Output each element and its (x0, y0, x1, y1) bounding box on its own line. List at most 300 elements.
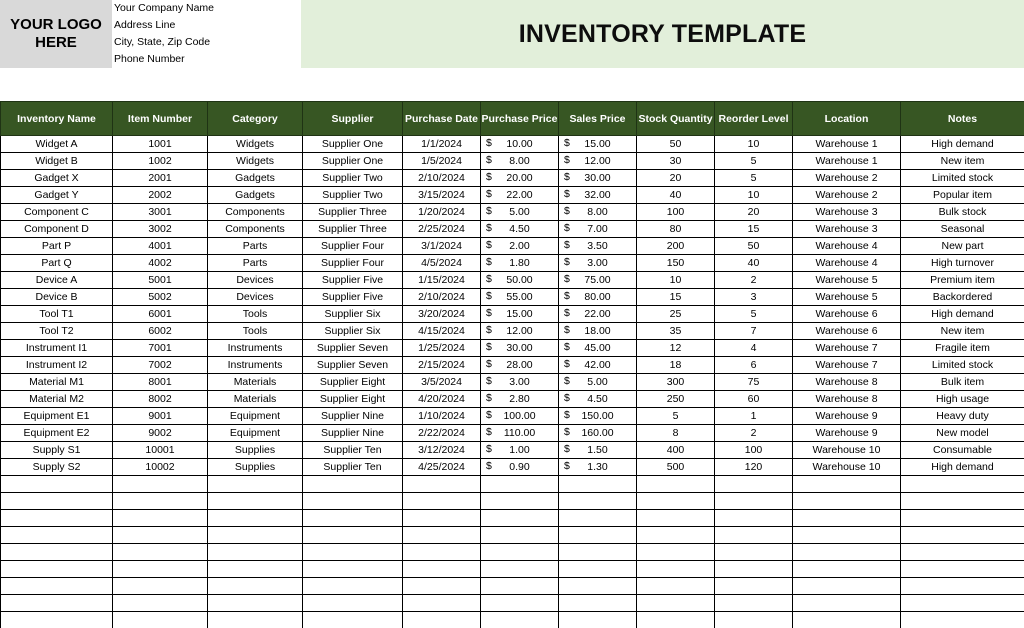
table-cell[interactable]: 100 (715, 442, 793, 459)
table-cell[interactable]: 3 (715, 289, 793, 306)
table-cell[interactable]: 4002 (113, 255, 208, 272)
table-cell[interactable]: New item (901, 323, 1024, 340)
purchase-price-cell[interactable] (481, 391, 559, 408)
column-header[interactable]: Sales Price (559, 102, 637, 136)
table-cell[interactable]: 20 (715, 204, 793, 221)
empty-cell[interactable] (793, 578, 901, 595)
table-cell[interactable]: 15 (715, 221, 793, 238)
empty-cell[interactable] (303, 544, 403, 561)
table-cell[interactable]: 75 (715, 374, 793, 391)
table-cell[interactable]: High usage (901, 391, 1024, 408)
table-cell[interactable]: 150 (637, 255, 715, 272)
table-cell[interactable]: Part P (1, 238, 113, 255)
sales-price-cell[interactable] (559, 272, 637, 289)
table-cell[interactable]: Components (208, 221, 303, 238)
table-cell[interactable]: 500 (637, 459, 715, 476)
empty-cell[interactable] (403, 612, 481, 628)
empty-cell[interactable] (481, 612, 559, 628)
empty-cell[interactable] (793, 527, 901, 544)
table-cell[interactable]: 8 (637, 425, 715, 442)
empty-cell[interactable] (637, 476, 715, 493)
table-cell[interactable]: 2001 (113, 170, 208, 187)
empty-cell[interactable] (715, 493, 793, 510)
empty-cell[interactable] (113, 578, 208, 595)
empty-cell[interactable] (481, 510, 559, 527)
table-cell[interactable]: Limited stock (901, 357, 1024, 374)
table-cell[interactable]: Supplier Four (303, 238, 403, 255)
table-cell[interactable]: 5 (637, 408, 715, 425)
table-cell[interactable]: 5 (715, 306, 793, 323)
table-cell[interactable]: 9001 (113, 408, 208, 425)
sales-price-cell[interactable] (559, 408, 637, 425)
table-cell[interactable]: Material M2 (1, 391, 113, 408)
table-cell[interactable]: Materials (208, 391, 303, 408)
table-cell[interactable]: 120 (715, 459, 793, 476)
table-cell[interactable]: 3002 (113, 221, 208, 238)
empty-cell[interactable] (481, 527, 559, 544)
table-cell[interactable]: 30 (637, 153, 715, 170)
table-cell[interactable]: 2 (715, 272, 793, 289)
empty-cell[interactable] (208, 561, 303, 578)
table-cell[interactable]: 7001 (113, 340, 208, 357)
table-cell[interactable]: Supplies (208, 459, 303, 476)
purchase-price-cell[interactable] (481, 289, 559, 306)
table-cell[interactable]: Bulk item (901, 374, 1024, 391)
table-cell[interactable]: Supplier Nine (303, 408, 403, 425)
purchase-price-cell[interactable] (481, 170, 559, 187)
company-phone[interactable]: Phone Number (114, 53, 185, 65)
table-cell[interactable]: Supplier Five (303, 289, 403, 306)
table-cell[interactable]: 5001 (113, 272, 208, 289)
column-header[interactable]: Supplier (303, 102, 403, 136)
purchase-price-cell[interactable] (481, 136, 559, 153)
empty-cell[interactable] (715, 527, 793, 544)
table-cell[interactable]: Supplies (208, 442, 303, 459)
table-cell[interactable]: 2/15/2024 (403, 357, 481, 374)
table-cell[interactable]: Supplier Eight (303, 374, 403, 391)
table-cell[interactable]: Supplier Ten (303, 442, 403, 459)
table-cell[interactable]: Warehouse 4 (793, 238, 901, 255)
table-cell[interactable]: 35 (637, 323, 715, 340)
table-cell[interactable]: High demand (901, 459, 1024, 476)
empty-cell[interactable] (403, 510, 481, 527)
table-cell[interactable]: Part Q (1, 255, 113, 272)
table-cell[interactable]: Supply S2 (1, 459, 113, 476)
empty-cell[interactable] (1, 510, 113, 527)
empty-cell[interactable] (901, 595, 1024, 612)
table-cell[interactable]: 20 (637, 170, 715, 187)
table-cell[interactable]: Gadget Y (1, 187, 113, 204)
table-cell[interactable]: 4 (715, 340, 793, 357)
empty-cell[interactable] (793, 612, 901, 628)
empty-cell[interactable] (901, 493, 1024, 510)
empty-cell[interactable] (559, 561, 637, 578)
column-header[interactable]: Notes (901, 102, 1024, 136)
table-cell[interactable]: Supplier Four (303, 255, 403, 272)
table-cell[interactable]: Components (208, 204, 303, 221)
purchase-price-cell[interactable] (481, 408, 559, 425)
table-cell[interactable]: Equipment (208, 408, 303, 425)
table-cell[interactable]: Devices (208, 289, 303, 306)
table-cell[interactable]: 5002 (113, 289, 208, 306)
empty-cell[interactable] (901, 510, 1024, 527)
empty-cell[interactable] (208, 493, 303, 510)
sales-price-cell[interactable] (559, 306, 637, 323)
table-cell[interactable]: Component C (1, 204, 113, 221)
table-cell[interactable]: 400 (637, 442, 715, 459)
sales-price-cell[interactable] (559, 289, 637, 306)
table-cell[interactable]: Backordered (901, 289, 1024, 306)
company-address[interactable]: Address Line (114, 19, 176, 31)
table-cell[interactable]: Warehouse 10 (793, 459, 901, 476)
table-cell[interactable]: 10 (637, 272, 715, 289)
empty-cell[interactable] (637, 578, 715, 595)
table-cell[interactable]: Consumable (901, 442, 1024, 459)
empty-cell[interactable] (1, 493, 113, 510)
empty-cell[interactable] (403, 561, 481, 578)
empty-cell[interactable] (559, 612, 637, 628)
purchase-price-cell[interactable] (481, 187, 559, 204)
empty-cell[interactable] (208, 578, 303, 595)
empty-cell[interactable] (559, 595, 637, 612)
table-cell[interactable]: Warehouse 9 (793, 425, 901, 442)
table-cell[interactable]: High demand (901, 136, 1024, 153)
sales-price-cell[interactable] (559, 204, 637, 221)
table-cell[interactable]: Warehouse 9 (793, 408, 901, 425)
table-cell[interactable]: 7002 (113, 357, 208, 374)
table-cell[interactable]: 50 (637, 136, 715, 153)
column-header[interactable]: Purchase Price (481, 102, 559, 136)
table-cell[interactable]: Tools (208, 323, 303, 340)
sales-price-cell[interactable] (559, 459, 637, 476)
purchase-price-cell[interactable] (481, 153, 559, 170)
empty-cell[interactable] (715, 612, 793, 628)
empty-cell[interactable] (793, 561, 901, 578)
column-header[interactable]: Reorder Level (715, 102, 793, 136)
table-cell[interactable]: 4/5/2024 (403, 255, 481, 272)
table-cell[interactable]: 1/5/2024 (403, 153, 481, 170)
table-cell[interactable]: Materials (208, 374, 303, 391)
table-cell[interactable]: Warehouse 7 (793, 340, 901, 357)
table-cell[interactable]: Supply S1 (1, 442, 113, 459)
table-cell[interactable]: 4001 (113, 238, 208, 255)
table-cell[interactable]: 10 (715, 136, 793, 153)
empty-cell[interactable] (901, 527, 1024, 544)
empty-cell[interactable] (559, 510, 637, 527)
table-cell[interactable]: 9002 (113, 425, 208, 442)
purchase-price-cell[interactable] (481, 459, 559, 476)
table-cell[interactable]: Warehouse 5 (793, 272, 901, 289)
table-cell[interactable]: 12 (637, 340, 715, 357)
purchase-price-cell[interactable] (481, 238, 559, 255)
table-cell[interactable]: 60 (715, 391, 793, 408)
table-cell[interactable]: Warehouse 2 (793, 187, 901, 204)
table-cell[interactable]: Tools (208, 306, 303, 323)
table-cell[interactable]: Tool T2 (1, 323, 113, 340)
column-header[interactable]: Inventory Name (1, 102, 113, 136)
table-cell[interactable]: 6001 (113, 306, 208, 323)
empty-cell[interactable] (113, 493, 208, 510)
empty-cell[interactable] (208, 595, 303, 612)
empty-cell[interactable] (901, 612, 1024, 628)
table-cell[interactable]: Supplier Three (303, 221, 403, 238)
empty-cell[interactable] (793, 493, 901, 510)
table-cell[interactable]: Seasonal (901, 221, 1024, 238)
table-cell[interactable]: Warehouse 4 (793, 255, 901, 272)
empty-cell[interactable] (1, 527, 113, 544)
table-cell[interactable]: Supplier Three (303, 204, 403, 221)
table-cell[interactable]: 5 (715, 153, 793, 170)
table-cell[interactable]: High demand (901, 306, 1024, 323)
table-cell[interactable]: Instruments (208, 340, 303, 357)
empty-cell[interactable] (403, 527, 481, 544)
empty-cell[interactable] (303, 612, 403, 628)
empty-cell[interactable] (715, 544, 793, 561)
empty-cell[interactable] (793, 476, 901, 493)
table-cell[interactable]: 4/20/2024 (403, 391, 481, 408)
table-cell[interactable]: Supplier Seven (303, 340, 403, 357)
purchase-price-cell[interactable] (481, 221, 559, 238)
empty-cell[interactable] (715, 476, 793, 493)
purchase-price-cell[interactable] (481, 357, 559, 374)
sales-price-cell[interactable] (559, 170, 637, 187)
table-cell[interactable]: 10002 (113, 459, 208, 476)
table-cell[interactable]: Supplier One (303, 136, 403, 153)
table-cell[interactable]: Parts (208, 238, 303, 255)
table-cell[interactable]: 7 (715, 323, 793, 340)
table-cell[interactable]: Warehouse 6 (793, 306, 901, 323)
table-cell[interactable]: 2/10/2024 (403, 170, 481, 187)
table-cell[interactable]: Instrument I1 (1, 340, 113, 357)
table-cell[interactable]: 3/12/2024 (403, 442, 481, 459)
sales-price-cell[interactable] (559, 238, 637, 255)
table-cell[interactable]: Warehouse 5 (793, 289, 901, 306)
sales-price-cell[interactable] (559, 340, 637, 357)
empty-cell[interactable] (403, 595, 481, 612)
table-cell[interactable]: 3/20/2024 (403, 306, 481, 323)
table-cell[interactable]: Supplier Five (303, 272, 403, 289)
empty-cell[interactable] (637, 561, 715, 578)
table-cell[interactable]: Component D (1, 221, 113, 238)
sales-price-cell[interactable] (559, 374, 637, 391)
table-cell[interactable]: Heavy duty (901, 408, 1024, 425)
table-cell[interactable]: 3001 (113, 204, 208, 221)
table-cell[interactable]: 1/1/2024 (403, 136, 481, 153)
table-cell[interactable]: Warehouse 1 (793, 136, 901, 153)
table-cell[interactable]: New part (901, 238, 1024, 255)
table-cell[interactable]: Supplier Two (303, 170, 403, 187)
table-cell[interactable]: Warehouse 8 (793, 374, 901, 391)
sales-price-cell[interactable] (559, 153, 637, 170)
empty-cell[interactable] (403, 476, 481, 493)
table-cell[interactable]: 3/1/2024 (403, 238, 481, 255)
empty-cell[interactable] (303, 493, 403, 510)
empty-cell[interactable] (637, 510, 715, 527)
table-cell[interactable]: 18 (637, 357, 715, 374)
table-cell[interactable]: Parts (208, 255, 303, 272)
empty-cell[interactable] (208, 544, 303, 561)
empty-cell[interactable] (403, 544, 481, 561)
table-cell[interactable]: 2/22/2024 (403, 425, 481, 442)
empty-cell[interactable] (481, 544, 559, 561)
table-cell[interactable]: Supplier Two (303, 187, 403, 204)
table-cell[interactable]: 8001 (113, 374, 208, 391)
table-cell[interactable]: 2/25/2024 (403, 221, 481, 238)
empty-cell[interactable] (113, 527, 208, 544)
table-cell[interactable]: Gadgets (208, 187, 303, 204)
table-cell[interactable]: Popular item (901, 187, 1024, 204)
empty-cell[interactable] (1, 476, 113, 493)
empty-cell[interactable] (1, 544, 113, 561)
table-cell[interactable]: Device B (1, 289, 113, 306)
table-cell[interactable]: Warehouse 3 (793, 221, 901, 238)
table-cell[interactable]: 4/25/2024 (403, 459, 481, 476)
empty-cell[interactable] (113, 510, 208, 527)
table-cell[interactable]: 200 (637, 238, 715, 255)
empty-cell[interactable] (559, 544, 637, 561)
table-cell[interactable]: 1/25/2024 (403, 340, 481, 357)
empty-cell[interactable] (113, 544, 208, 561)
table-cell[interactable]: Bulk stock (901, 204, 1024, 221)
empty-cell[interactable] (403, 578, 481, 595)
table-cell[interactable]: 40 (637, 187, 715, 204)
empty-cell[interactable] (559, 527, 637, 544)
empty-cell[interactable] (303, 476, 403, 493)
empty-cell[interactable] (208, 527, 303, 544)
table-cell[interactable]: Device A (1, 272, 113, 289)
sales-price-cell[interactable] (559, 323, 637, 340)
table-cell[interactable]: Supplier Nine (303, 425, 403, 442)
purchase-price-cell[interactable] (481, 272, 559, 289)
empty-cell[interactable] (1, 561, 113, 578)
purchase-price-cell[interactable] (481, 306, 559, 323)
table-cell[interactable]: 6002 (113, 323, 208, 340)
purchase-price-cell[interactable] (481, 442, 559, 459)
sales-price-cell[interactable] (559, 442, 637, 459)
table-cell[interactable]: 5 (715, 170, 793, 187)
table-cell[interactable]: Devices (208, 272, 303, 289)
table-cell[interactable]: Warehouse 8 (793, 391, 901, 408)
empty-cell[interactable] (637, 493, 715, 510)
table-cell[interactable]: 40 (715, 255, 793, 272)
empty-cell[interactable] (1, 595, 113, 612)
column-header[interactable]: Stock Quantity (637, 102, 715, 136)
empty-cell[interactable] (303, 595, 403, 612)
sales-price-cell[interactable] (559, 391, 637, 408)
table-cell[interactable]: Warehouse 2 (793, 170, 901, 187)
empty-cell[interactable] (208, 612, 303, 628)
table-cell[interactable]: 300 (637, 374, 715, 391)
table-cell[interactable]: 2/10/2024 (403, 289, 481, 306)
table-cell[interactable]: 10001 (113, 442, 208, 459)
table-cell[interactable]: 3/5/2024 (403, 374, 481, 391)
empty-cell[interactable] (715, 595, 793, 612)
table-cell[interactable]: Warehouse 6 (793, 323, 901, 340)
purchase-price-cell[interactable] (481, 323, 559, 340)
table-cell[interactable]: 1/15/2024 (403, 272, 481, 289)
table-cell[interactable]: Equipment E1 (1, 408, 113, 425)
empty-cell[interactable] (303, 561, 403, 578)
empty-cell[interactable] (481, 578, 559, 595)
empty-cell[interactable] (637, 595, 715, 612)
company-city[interactable]: City, State, Zip Code (114, 36, 211, 48)
table-cell[interactable]: Widget B (1, 153, 113, 170)
table-cell[interactable]: 8002 (113, 391, 208, 408)
empty-cell[interactable] (559, 476, 637, 493)
table-cell[interactable]: Gadget X (1, 170, 113, 187)
empty-cell[interactable] (403, 493, 481, 510)
table-cell[interactable]: Tool T1 (1, 306, 113, 323)
empty-cell[interactable] (113, 561, 208, 578)
table-cell[interactable]: 25 (637, 306, 715, 323)
empty-cell[interactable] (793, 510, 901, 527)
empty-cell[interactable] (208, 510, 303, 527)
table-cell[interactable]: Supplier Seven (303, 357, 403, 374)
empty-cell[interactable] (481, 595, 559, 612)
table-cell[interactable]: 6 (715, 357, 793, 374)
column-header[interactable]: Item Number (113, 102, 208, 136)
empty-cell[interactable] (793, 595, 901, 612)
purchase-price-cell[interactable] (481, 255, 559, 272)
empty-cell[interactable] (559, 493, 637, 510)
table-cell[interactable]: Warehouse 1 (793, 153, 901, 170)
empty-cell[interactable] (481, 476, 559, 493)
empty-cell[interactable] (637, 544, 715, 561)
company-name[interactable]: Your Company Name (114, 2, 214, 14)
table-cell[interactable]: 50 (715, 238, 793, 255)
table-cell[interactable]: 3/15/2024 (403, 187, 481, 204)
table-cell[interactable]: New model (901, 425, 1024, 442)
column-header[interactable]: Category (208, 102, 303, 136)
table-cell[interactable]: Equipment (208, 425, 303, 442)
table-cell[interactable]: Equipment E2 (1, 425, 113, 442)
table-cell[interactable]: 1/10/2024 (403, 408, 481, 425)
table-cell[interactable]: Warehouse 10 (793, 442, 901, 459)
empty-cell[interactable] (113, 612, 208, 628)
table-cell[interactable]: 1/20/2024 (403, 204, 481, 221)
empty-cell[interactable] (637, 612, 715, 628)
table-cell[interactable]: 4/15/2024 (403, 323, 481, 340)
table-cell[interactable]: Premium item (901, 272, 1024, 289)
table-cell[interactable]: Instrument I2 (1, 357, 113, 374)
table-cell[interactable]: 10 (715, 187, 793, 204)
table-cell[interactable]: 2002 (113, 187, 208, 204)
table-cell[interactable]: 15 (637, 289, 715, 306)
table-cell[interactable]: Gadgets (208, 170, 303, 187)
table-cell[interactable]: Widget A (1, 136, 113, 153)
table-cell[interactable]: Supplier One (303, 153, 403, 170)
sales-price-cell[interactable] (559, 255, 637, 272)
table-cell[interactable]: Fragile item (901, 340, 1024, 357)
table-cell[interactable]: New item (901, 153, 1024, 170)
table-cell[interactable]: 1002 (113, 153, 208, 170)
empty-cell[interactable] (715, 561, 793, 578)
sales-price-cell[interactable] (559, 221, 637, 238)
purchase-price-cell[interactable] (481, 340, 559, 357)
empty-cell[interactable] (1, 578, 113, 595)
purchase-price-cell[interactable] (481, 425, 559, 442)
table-cell[interactable]: Supplier Eight (303, 391, 403, 408)
empty-cell[interactable] (113, 476, 208, 493)
sales-price-cell[interactable] (559, 187, 637, 204)
empty-cell[interactable] (481, 493, 559, 510)
empty-cell[interactable] (901, 561, 1024, 578)
empty-cell[interactable] (901, 476, 1024, 493)
table-cell[interactable]: Supplier Six (303, 306, 403, 323)
table-cell[interactable]: Widgets (208, 136, 303, 153)
table-cell[interactable]: 1 (715, 408, 793, 425)
empty-cell[interactable] (481, 561, 559, 578)
